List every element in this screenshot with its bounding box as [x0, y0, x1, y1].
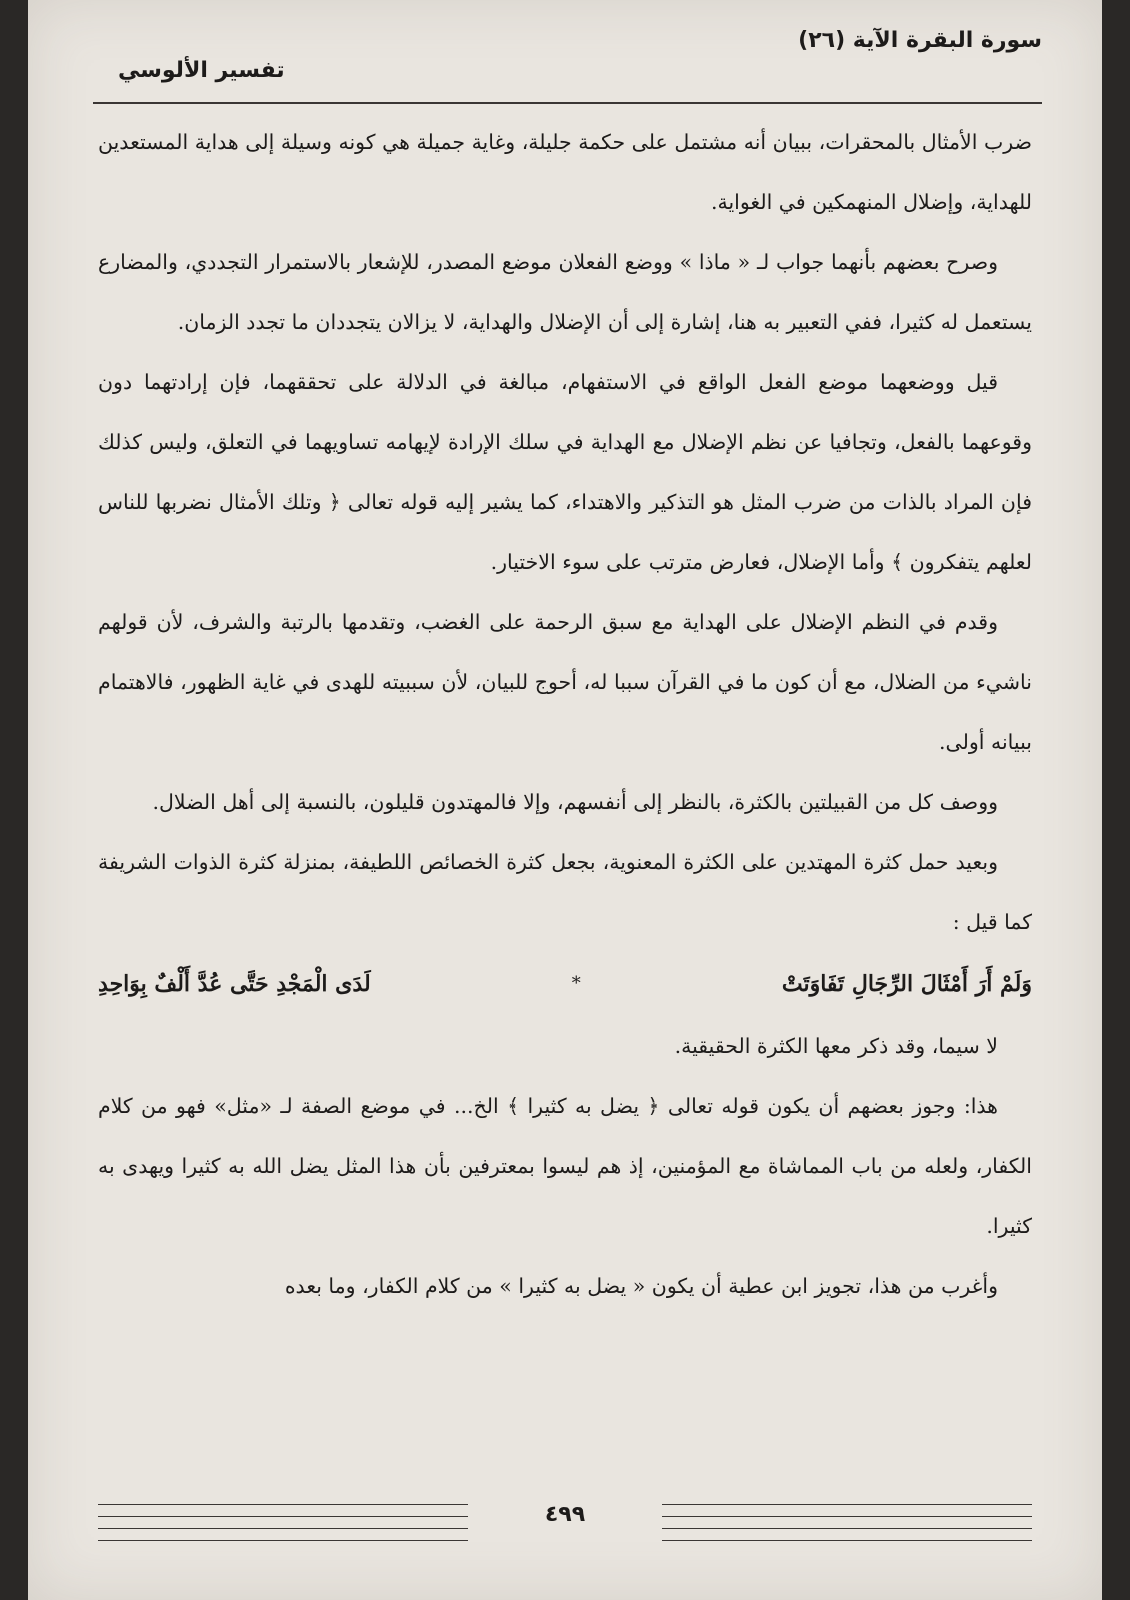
verse-first-hemistich: وَلَمْ أَرَ أَمْثَالَ الرِّجَالِ تَفَاوَتَتْ	[781, 971, 1032, 997]
paragraph-7: لا سيما، وقد ذكر معها الكثرة الحقيقية.	[674, 1034, 998, 1058]
surah-reference: سورة البقرة الآية (٢٦)	[798, 28, 1042, 53]
verse-second-hemistich: لَدَى الْمَجْدِ حَتَّى عُدَّ أَلْفٌ بِوَاحِدِ	[98, 971, 371, 997]
paragraph-4: وقدم في النظم الإضلال على الهداية مع سبق الرحمة على الغضب، وتقدمها بالرتبة والشرف، لأن قولهم ناشيء من الضلال، مع أن كون ما في القرآن سببا له، أحوج للبيان، لأن سببيته للهدى في غاية الظهور، فالاهتمام ببيانه أولى.	[98, 610, 1032, 754]
page-body	[98, 112, 1032, 1316]
paragraph-2: وصرح بعضهم بأنهما جواب لـ « ماذا » ووضع الفعلان موضع المصدر، للإشعار بالاستمرار التجددي، والمضارع يستعمل له كثيرا، ففي التعبير به هنا، إشارة إلى أن الإضلال والهداية، لا يزالان يتجددان ما تجدد الزمان.	[98, 250, 1032, 334]
footer-rules-left	[98, 1504, 468, 1552]
paragraph-6: وبعيد حمل كثرة المهتدين على الكثرة المعنوية، بجعل كثرة الخصائص اللطيفة، بمنزلة كثرة الذوات الشريفة كما قيل :	[98, 850, 1032, 934]
book-page	[28, 0, 1102, 1600]
verse-separator: *	[571, 973, 581, 994]
paragraph-9: وأغرب من هذا، تجويز ابن عطية أن يكون « يضل به كثيرا » من كلام الكفار، وما بعده	[284, 1274, 998, 1298]
header-divider	[93, 102, 1042, 104]
poetry-verse	[98, 952, 1032, 1016]
paragraph-3: قيل ووضعهما موضع الفعل الواقع في الاستفهام، مبالغة في الدلالة على تحققهما، فإن إرادتهما دون وقوعهما بالفعل، وتجافيا عن نظم الإضلال مع الهداية في سلك الإرادة لإيهامه تساويهما في التعلق، وليس كذلك فإن المراد بالذات من ضرب المثل هو التذكير والاهتداء، كما يشير إليه قوله تعالى ﴿ وتلك الأمثال نضربها للناس لعلهم يتفكرون ﴾ وأما الإضلال، فعارض مترتب على سوء الاختيار.	[98, 370, 1032, 574]
book-title: تفسير الألوسي	[118, 58, 285, 83]
paragraph-1: ضرب الأمثال بالمحقرات، ببيان أنه مشتمل على حكمة جليلة، وغاية جميلة هي كونه وسيلة إلى هداية المستعدين للهداية، وإضلال المنهمكين في الغواية.	[98, 130, 1032, 214]
paragraph-5: ووصف كل من القبيلتين بالكثرة، بالنظر إلى أنفسهم، وإلا فالمهتدون قليلون، بالنسبة إلى أهل الضلال.	[152, 790, 998, 814]
footer-rules-right	[662, 1504, 1032, 1552]
page-number: ٤٩٩	[544, 1502, 586, 1527]
running-header	[118, 22, 1042, 102]
page-footer	[98, 1498, 1032, 1558]
paragraph-8: هذا: وجوز بعضهم أن يكون قوله تعالى ﴿ يضل به كثيرا ﴾ الخ... في موضع الصفة لـ «مثل» فهو من كلام الكفار، ولعله من باب المماشاة مع المؤمنين، إذ هم ليسوا بمعترفين بأن هذا المثل يضل الله به كثيرا ويهدى به كثيرا.	[98, 1094, 1032, 1238]
